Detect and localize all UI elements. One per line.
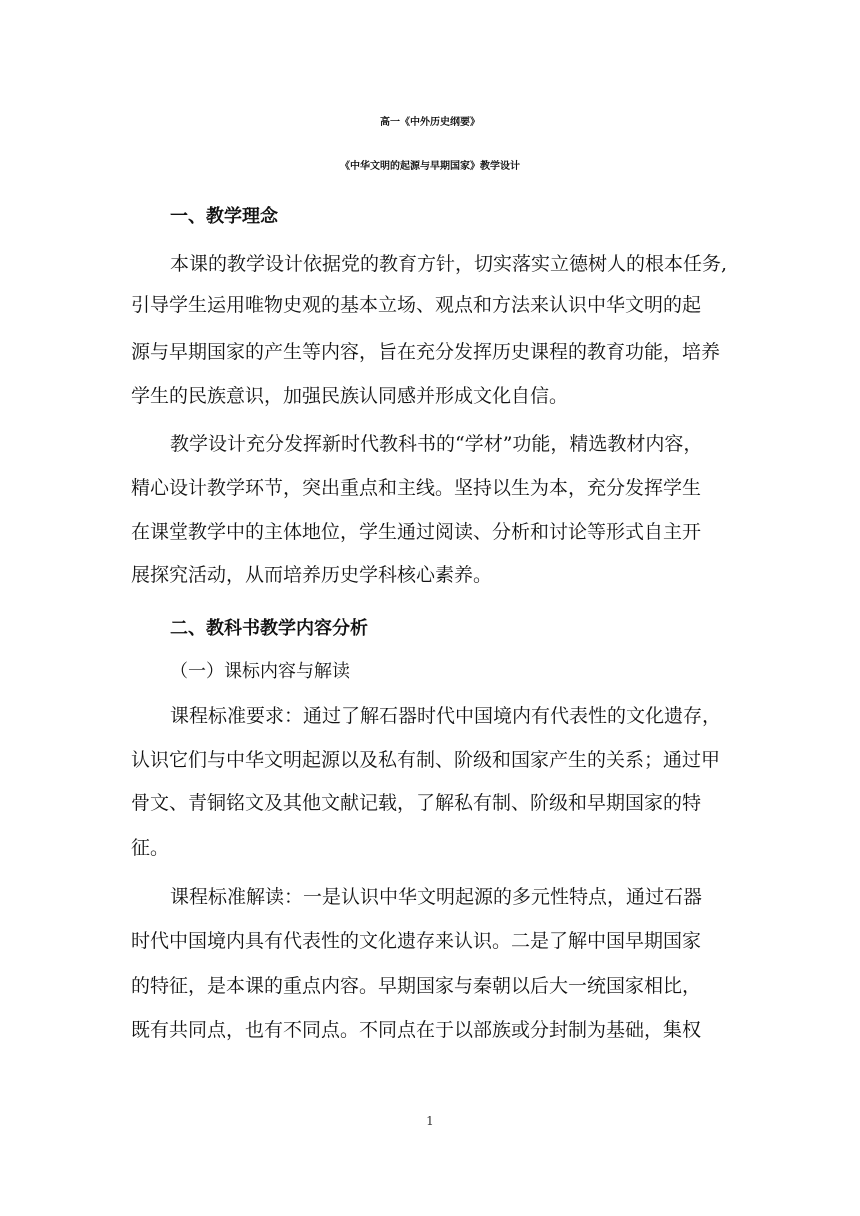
paragraph-line: 本课的教学设计依据党的教育方针，切实落实立德树人的根本任务, xyxy=(170,253,728,275)
paragraph-line: 课程标准解读：一是认识中华文明起源的多元性特点，通过石器 xyxy=(170,886,703,908)
paragraph-line: 骨文、青铜铭文及其他文献记载，了解私有制、阶级和早期国家的特 xyxy=(131,792,702,814)
paragraph-line: 既有共同点，也有不同点。不同点在于以部族或分封制为基础，集权 xyxy=(131,1019,702,1041)
paragraph-line: 展探究活动，从而培养历史学科核心素养。 xyxy=(131,564,493,586)
section-heading-textbook-analysis: 二、教科书教学内容分析 xyxy=(170,618,368,639)
document-title-line-2: 《中华文明的起源与早期国家》教学设计 xyxy=(340,161,520,172)
paragraph-line: 的特征，是本课的重点内容。早期国家与秦朝以后大一统国家相比， xyxy=(131,975,702,997)
section-heading-teaching-philosophy: 一、教学理念 xyxy=(170,206,278,227)
paragraph-line: 征。 xyxy=(131,837,170,859)
paragraph-line: 认识它们与中华文明起源以及私有制、阶级和国家产生的关系；通过甲 xyxy=(131,749,721,771)
paragraph-line: 精心设计教学环节，突出重点和主线。坚持以生为本，充分发挥学生 xyxy=(131,477,702,499)
paragraph-line: 学生的民族意识，加强民族认同感并形成文化自信。 xyxy=(131,385,569,407)
paragraph-line: 教学设计充分发挥新时代教科书的“学材”功能，精选教材内容， xyxy=(170,433,703,455)
subsection-heading-curriculum-standard: （一）课标内容与解读 xyxy=(170,661,350,682)
paragraph-line: 在课堂教学中的主体地位，学生通过阅读、分析和讨论等形式自主开 xyxy=(131,521,702,543)
paragraph-line: 课程标准要求：通过了解石器时代中国境内有代表性的文化遗存， xyxy=(170,705,722,727)
document-title-line-1: 高一《中外历史纲要》 xyxy=(380,117,480,128)
paragraph-line: 引导学生运用唯物史观的基本立场、观点和方法来认识中华文明的起 xyxy=(131,294,702,316)
page-number: 1 xyxy=(426,1114,434,1128)
paragraph-line: 源与早期国家的产生等内容，旨在充分发挥历史课程的教育功能，培养 xyxy=(131,341,721,363)
paragraph-line: 时代中国境内具有代表性的文化遗存来认识。二是了解中国早期国家 xyxy=(131,930,702,952)
